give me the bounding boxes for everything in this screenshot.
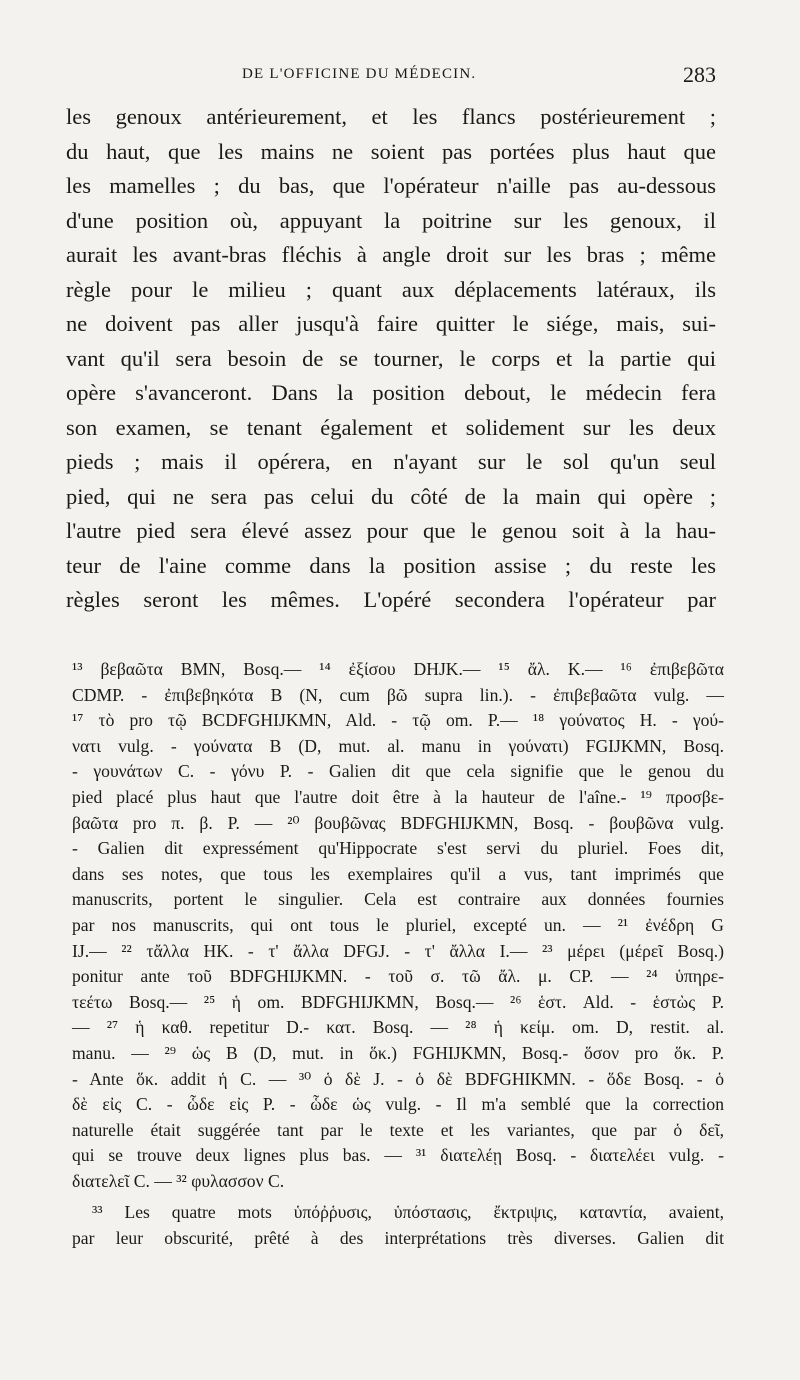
- text-line: opère s'avanceront. Dans la position debout, le médecin fera: [66, 380, 716, 405]
- text-line: l'autre pied sera élevé assez pour que le genou soit à la hau-: [66, 518, 716, 543]
- running-head: [66, 62, 716, 94]
- footnote-line: - Galien dit expressément qu'Hippocrate s'est servi du pluriel. Foes dit,: [72, 838, 724, 859]
- footnote-line: CDMP. - ἐπιβεβηκότα B (N, cum βῶ supra lin.). - ἐπιβεβαῶτα vulg. —: [72, 684, 724, 705]
- footnote-line: ponitur ante τοῦ BDFGHIJKMN. - τοῦ σ. τῶ ἄλ. μ. CP. — ²⁴ ὑπηρε-: [72, 966, 724, 987]
- footnote-line: δὲ εἰς C. - ὧδε εἰς P. - ὧδε ὡς vulg. - Il m'a semblé que la correction: [72, 1094, 724, 1115]
- footnotes-block: [72, 657, 724, 1252]
- footnote-line: νατι vulg. - γούνατα B (D, mut. al. manu in γούνατι) FGIJKMN, Bosq.: [72, 735, 724, 756]
- text-line: vant qu'il sera besoin de se tourner, le corps et la partie qui: [66, 345, 716, 371]
- footnote-line: dans ses notes, que tous les exemplaires qu'il a vus, tant imprimés que: [72, 863, 724, 884]
- footnote-line: τεέτω Bosq.— ²⁵ ἡ om. BDFGHIJKMN, Bosq.— ²⁶ ἑστ. Ald. - ἑστὼς P.: [72, 991, 724, 1012]
- footnote-line: ³³ Les quatre mots ὑπόῤῥυσις, ὑπόστασις, ἔκτριψις, καταντία, avaient,: [92, 1202, 724, 1223]
- text-line: du haut, que les mains ne soient pas portées plus haut que: [66, 138, 716, 164]
- text-line: aurait les avant-bras fléchis à angle droit sur les bras ; même: [66, 242, 716, 267]
- footnote-line: ¹⁷ τὸ pro τῷ BCDFGHIJKMN, Ald. - τῷ om. P.— ¹⁸ γούνατος H. - γού-: [72, 710, 724, 731]
- footnote-line: qui se trouve deux lignes plus bas. — ³¹ διατελέῃ Bosq. - διατελέει vulg. -: [72, 1145, 724, 1166]
- running-head-title: DE L'OFFICINE DU MÉDECIN.: [242, 66, 477, 82]
- footnote-line: manu. — ²⁹ ὡς B (D, mut. in ὅκ.) FGHIJKMN, Bosq.- ὅσον pro ὅκ. P.: [72, 1042, 724, 1063]
- main-text-block: [66, 100, 716, 618]
- footnote-line: pied placé plus haut que l'autre doit être à la hauteur de l'aîne.- ¹⁹ προσβε-: [72, 786, 724, 807]
- text-line: d'une position où, appuyant la poitrine sur les genoux, il: [66, 207, 716, 233]
- text-line: teur de l'aine comme dans la position assise ; du reste les: [66, 552, 716, 578]
- text-line: règle pour le milieu ; quant aux déplacements latéraux, ils: [66, 276, 716, 302]
- footnote-line: - γουνάτων C. - γόνυ P. - Galien dit que cela signifie que le genou du: [72, 761, 724, 782]
- text-line: pied, qui ne sera pas celui du côté de la main qui opère ;: [66, 483, 716, 509]
- footnote-line: par nos manuscrits, qui ont tous le pluriel, excepté un. — ²¹ ἐνέδρη G: [72, 914, 724, 935]
- text-line: pieds ; mais il opérera, en n'ayant sur le sol qu'un seul: [66, 449, 716, 474]
- text-line: règles seront les mêmes. L'opéré secondera l'opérateur par: [66, 587, 716, 612]
- text-line: ne doivent pas aller jusqu'à faire quitter le siége, mais, sui-: [66, 311, 716, 336]
- footnote-line: - Ante ὅκ. addit ἡ C. — ³⁰ ὁ δὲ J. - ὁ δὲ BDFGHIKMN. - ὅδε Bosq. - ὁ: [72, 1068, 724, 1089]
- text-line: les genoux antérieurement, et les flancs postérieurement ;: [66, 104, 716, 129]
- text-line: son examen, se tenant également et solidement sur les deux: [66, 414, 716, 440]
- footnote-line: ¹³ βεβαῶτα BMN, Bosq.— ¹⁴ ἐξίσου DHJK.— ¹⁵ ἄλ. K.— ¹⁶ ἐπιβεβῶτα: [72, 659, 724, 679]
- footnote-line: IJ.— ²² τἄλλα HK. - τ' ἄλλα DFGJ. - τ' ἄλλα I.— ²³ μέρει (μέρεῖ Bosq.): [72, 940, 724, 961]
- footnote-line: — ²⁷ ἡ καθ. repetitur D.- κατ. Bosq. — ²⁸ ἡ κείμ. om. D, restit. al.: [72, 1017, 724, 1038]
- footnote-line: naturelle était suggérée tant par le texte et les variantes, que par ὁ δεῖ,: [72, 1119, 724, 1140]
- footnote-line: manuscrits, portent le singulier. Cela est contraire aux données fournies: [72, 889, 724, 910]
- footnote-line: βαῶτα pro π. β. P. — ²⁰ βουβῶνας BDFGHIJKMN, Bosq. - βουβῶνα vulg.: [72, 812, 724, 833]
- footnote-line: διατελεῖ C. — ³² φυλασσον C.: [72, 1170, 285, 1191]
- footnote-line: par leur obscurité, prêté à des interprétations très diverses. Galien dit: [72, 1228, 724, 1249]
- page-number: 283: [683, 62, 716, 87]
- text-line: les mamelles ; du bas, que l'opérateur n'aille pas au-dessous: [66, 173, 716, 198]
